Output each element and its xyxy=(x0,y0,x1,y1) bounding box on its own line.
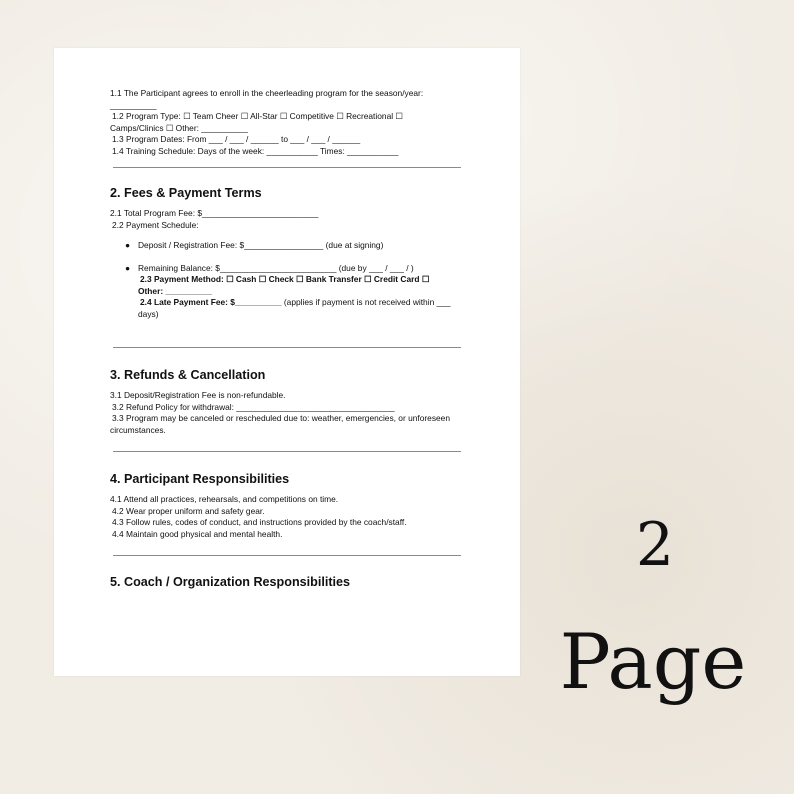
section-heading: 2. Fees & Payment Terms xyxy=(110,186,262,200)
remaining-balance-line: Remaining Balance: $_________________________ (due by ___ / ___ / ) xyxy=(138,262,414,273)
clause-4-4: 4.4 Maintain good physical and mental health. xyxy=(112,528,283,539)
clause-2-3: 2.3 Payment Method: ☐ Cash ☐ Check ☐ Bank Transfer ☐ Credit Card ☐ xyxy=(140,274,430,284)
section-heading: 4. Participant Responsibilities xyxy=(110,472,290,486)
page-word-label: Page xyxy=(559,617,747,706)
clause-3-2: 3.2 Refund Policy for withdrawal: __________________________________ xyxy=(112,401,395,412)
document-content xyxy=(110,88,466,590)
clause-1-3: 1.3 Program Dates: From ___ / ___ / ______ to ___ / ___ / ______ xyxy=(112,134,361,144)
clause-1-1: 1.1 The Participant agrees to enroll in the cheerleading program for the season/year: xyxy=(110,88,424,98)
clause-2-4-cont: days) xyxy=(138,308,159,319)
section-4 xyxy=(110,471,466,540)
clause-1-1-blank: __________ xyxy=(110,99,157,110)
clause-1-4: 1.4 Training Schedule: Days of the week: ___________ Times: ___________ xyxy=(112,145,399,156)
section-1 xyxy=(110,88,466,157)
divider xyxy=(113,451,461,452)
clause-4-3: 4.3 Follow rules, codes of conduct, and instructions provided by the coach/staff. xyxy=(112,517,407,527)
clause-2-3-other: Other: __________ xyxy=(138,285,213,296)
divider xyxy=(113,167,461,168)
clause-4-2: 4.2 Wear proper uniform and safety gear. xyxy=(112,505,265,516)
section-2 xyxy=(110,185,466,320)
clause-4-1: 4.1 Attend all practices, rehearsals, and competitions on time. xyxy=(110,494,339,504)
document-page xyxy=(54,48,520,676)
clause-2-1: 2.1 Total Program Fee: $_________________________ xyxy=(110,208,319,218)
section-heading: 5. Coach / Organization Responsibilities xyxy=(110,575,351,589)
section-3 xyxy=(110,367,466,436)
clause-2-4 xyxy=(138,297,466,309)
deposit-line: Deposit / Registration Fee: $_________________ (due at signing) xyxy=(138,240,384,250)
list-item xyxy=(110,240,466,252)
clause-3-1: 3.1 Deposit/Registration Fee is non-refundable. xyxy=(110,390,286,400)
clause-3-3-cont: circumstances. xyxy=(110,424,166,435)
clause-2-2: 2.2 Payment Schedule: xyxy=(112,219,199,230)
section-5 xyxy=(110,574,466,590)
divider xyxy=(113,555,461,556)
late-fee-label: 2.4 Late Payment Fee: $__________ xyxy=(140,297,282,307)
bullet-icon: ● xyxy=(125,240,131,250)
divider xyxy=(113,347,461,348)
clause-1-2-cont: Camps/Clinics ☐ Other: __________ xyxy=(110,122,248,133)
bullet-icon: ● xyxy=(125,262,131,273)
list-item xyxy=(110,263,466,321)
page-number-label: 2 xyxy=(635,510,675,580)
clause-3-3: 3.3 Program may be canceled or rescheduled due to: weather, emergencies, or unforeseen xyxy=(112,413,450,423)
late-fee-text: (applies if payment is not received within ___ xyxy=(281,297,451,307)
clause-1-2: 1.2 Program Type: ☐ Team Cheer ☐ All-Star ☐ Competitive ☐ Recreational ☐ xyxy=(112,111,403,121)
section-heading: 3. Refunds & Cancellation xyxy=(110,368,266,382)
